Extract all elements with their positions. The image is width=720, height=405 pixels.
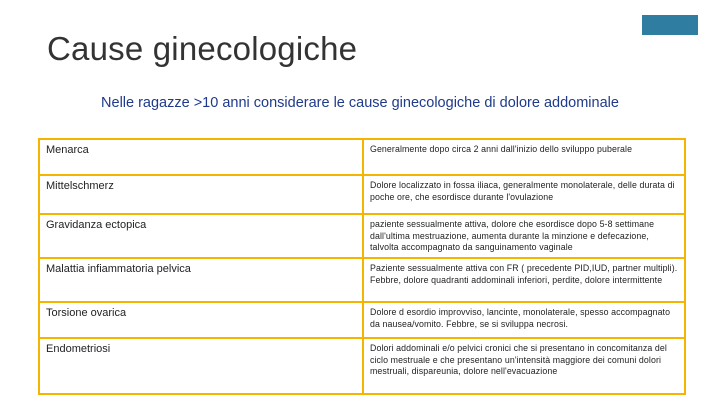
table-row (39, 214, 685, 258)
accent-bar (642, 15, 698, 35)
cause-name: Gravidanza ectopica (39, 214, 363, 258)
table-row (39, 258, 685, 302)
cause-name: Endometriosi (39, 338, 363, 394)
cause-description: paziente sessualmente attiva, dolore che esordisce dopo 5-8 settimane dall'ultima mestruazione, aumenta durante la minzione e defecazione, talvolta accompagnato da sanguinamento vaginale (363, 214, 685, 258)
cause-description: Dolore localizzato in fossa iliaca, generalmente monolaterale, delle durata di poche ore, che esordisce durante l'ovulazione (363, 175, 685, 214)
cause-description: Generalmente dopo circa 2 anni dall'inizio dello sviluppo puberale (363, 139, 685, 175)
cause-description: Dolore d esordio improvviso, lancinte, monolaterale, spesso accompagnato da nausea/vomito. Febbre, se si sviluppa necrosi. (363, 302, 685, 338)
causes-table (38, 138, 686, 395)
cause-description: Paziente sessualmente attiva con FR ( precedente PID,IUD, partner multipli). Febbre, dolore quadranti addominali inferiori, perdite, dolore intermittente (363, 258, 685, 302)
cause-name: Torsione ovarica (39, 302, 363, 338)
cause-name: Menarca (39, 139, 363, 175)
table-row (39, 302, 685, 338)
cause-name: Mittelschmerz (39, 175, 363, 214)
cause-description: Dolori addominali e/o pelvici cronici che si presentano in concomitanza del ciclo mestruale e che presentano un'intensità maggiore dei comuni dolori mestruali, dispareunia, dolore nell'evacuazione (363, 338, 685, 394)
page-subtitle: Nelle ragazze >10 anni considerare le cause ginecologiche di dolore addominale (101, 95, 619, 111)
page-title: Cause ginecologiche (47, 30, 358, 67)
table-row (39, 338, 685, 394)
cause-name: Malattia infiammatoria pelvica (39, 258, 363, 302)
table-row (39, 139, 685, 175)
table-row (39, 175, 685, 214)
